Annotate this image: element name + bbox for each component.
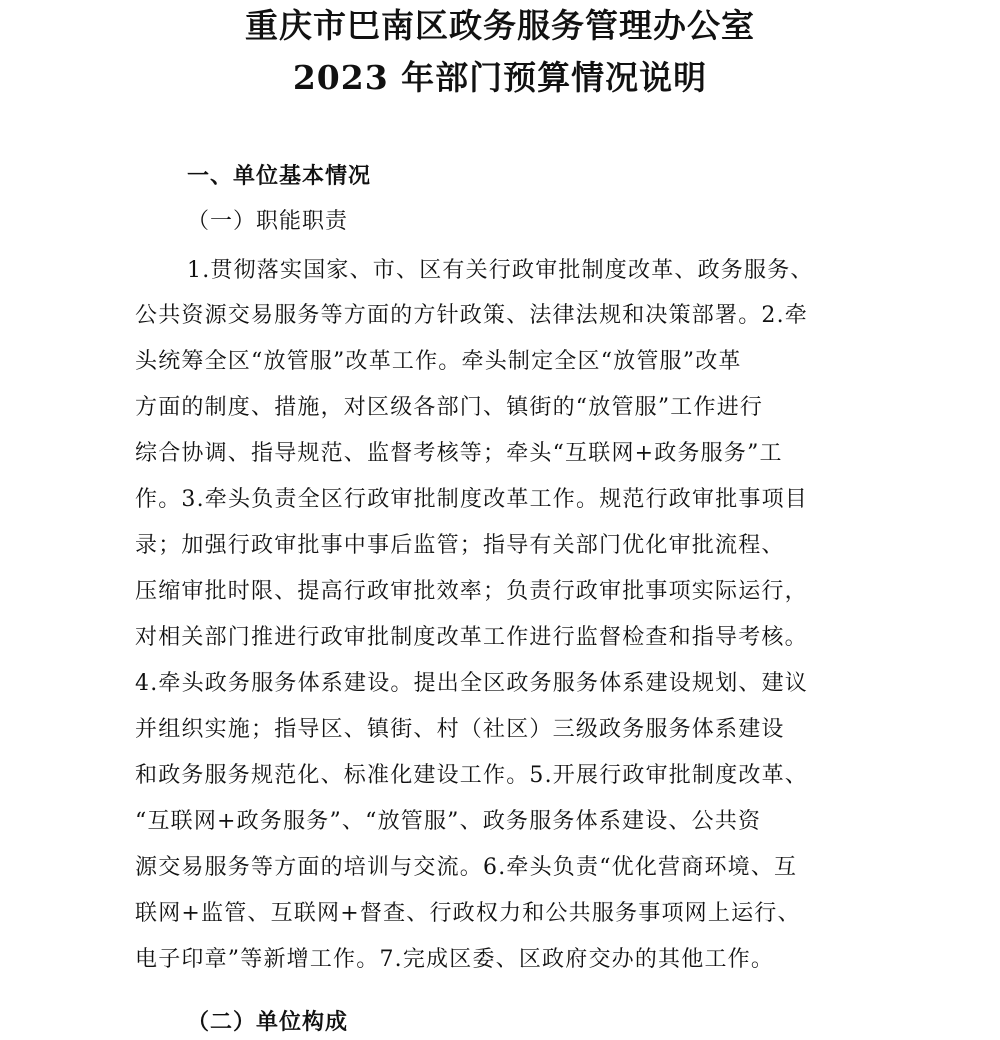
paragraph-line: 电子印章”等新增工作。7.完成区委、区政府交办的其他工作。 (135, 947, 775, 972)
section-heading: 一、单位基本情况 (187, 164, 372, 189)
paragraph-line: 方面的制度、措施，对区级各部门、镇街的“放管服”工作进行 (135, 395, 764, 420)
paragraph-line: “互联网+政务服务”、“放管服”、政务服务体系建设、公共资 (135, 809, 762, 834)
paragraph-line: 综合协调、指导规范、监督考核等；牵头“互联网+政务服务”工 (135, 441, 783, 466)
paragraph-line: 1.贯彻落实国家、市、区有关行政审批制度改革、政务服务、 (187, 258, 814, 283)
subsection-heading-composition: （二）单位构成 (187, 1010, 349, 1035)
paragraph-line: 和政务服务规范化、标准化建设工作。5.开展行政审批制度改革、 (135, 763, 808, 788)
document-title-line-2: 2023 年部门预算情况说明 (292, 58, 708, 97)
paragraph-line: 压缩审批时限、提高行政审批效率；负责行政审批事项实际运行， (135, 579, 808, 604)
paragraph-line: 录；加强行政审批事中事后监管；指导有关部门优化审批流程、 (135, 533, 785, 558)
paragraph-line: 头统筹全区“放管服”改革工作。牵头制定全区“放管服”改革 (135, 349, 742, 374)
paragraph-line: 并组织实施；指导区、镇街、村（社区）三级政务服务体系建设 (135, 717, 785, 742)
paragraph-line: 作。3.牵头负责全区行政审批制度改革工作。规范行政审批事项目 (135, 487, 808, 512)
paragraph-line: 对相关部门推进行政审批制度改革工作进行监督检查和指导考核。 (135, 625, 808, 650)
subsection-heading-duties: （一）职能职责 (187, 209, 349, 234)
document-title-line-1: 重庆市巴南区政务服务管理办公室 (245, 6, 755, 45)
paragraph-line: 4.牵头政务服务体系建设。提出全区政务服务体系建设规划、建议 (135, 671, 808, 696)
paragraph-line: 公共资源交易服务等方面的方针政策、法律法规和决策部署。2.牵 (135, 303, 808, 328)
paragraph-line: 源交易服务等方面的培训与交流。6.牵头负责“优化营商环境、互 (135, 855, 798, 880)
paragraph-line: 联网+监管、互联网+督查、行政权力和公共服务事项网上运行、 (135, 901, 801, 926)
